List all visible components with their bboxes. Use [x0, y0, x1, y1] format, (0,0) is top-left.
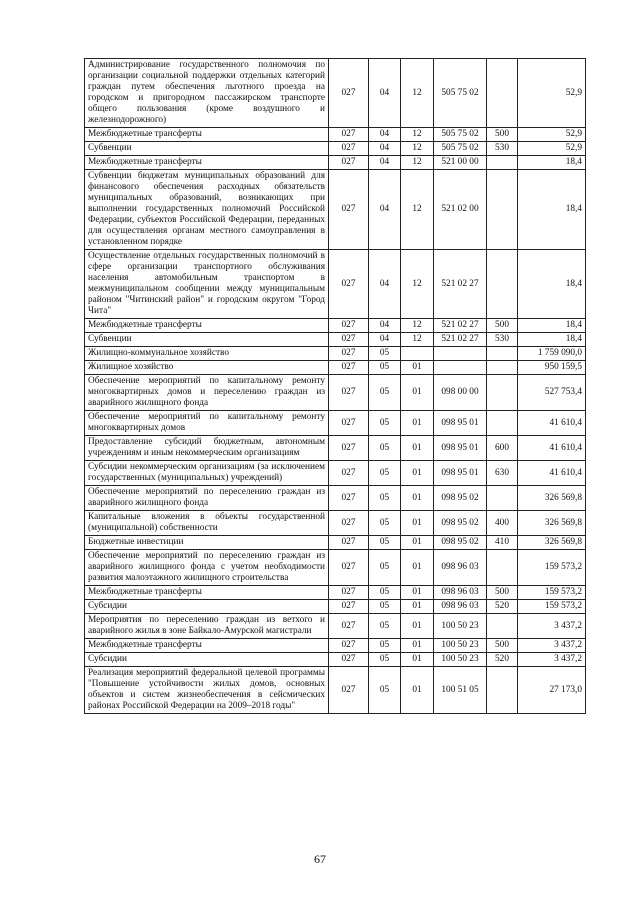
target-item-code-cell: 505 75 02 [434, 59, 487, 128]
subsection-code-cell: 01 [401, 586, 434, 600]
amount-cell: 159 573,2 [518, 550, 586, 586]
row-name-cell: Обеспечение мероприятий по переселению граждан из аварийного жилищного фонда с учетом необходимости развития малоэтажного жилищного строительства [85, 550, 329, 586]
expense-type-code-cell [487, 550, 518, 586]
subsection-code-cell: 01 [401, 600, 434, 614]
section-code-cell: 05 [369, 653, 401, 667]
expense-type-code-cell: 500 [487, 319, 518, 333]
target-item-code-cell [434, 361, 487, 375]
ministry-code-cell: 027 [329, 586, 369, 600]
target-item-code-cell: 521 02 27 [434, 333, 487, 347]
amount-cell: 18,4 [518, 250, 586, 319]
subsection-code-cell: 12 [401, 156, 434, 170]
expense-type-code-cell [487, 486, 518, 511]
subsection-code-cell: 01 [401, 653, 434, 667]
target-item-code-cell: 098 95 02 [434, 486, 487, 511]
ministry-code-cell: 027 [329, 59, 369, 128]
target-item-code-cell: 100 50 23 [434, 639, 487, 653]
ministry-code-cell: 027 [329, 156, 369, 170]
subsection-code-cell: 01 [401, 486, 434, 511]
table-row [85, 361, 586, 375]
target-item-code-cell: 505 75 02 [434, 142, 487, 156]
expense-type-code-cell [487, 411, 518, 436]
table-row [85, 170, 586, 250]
section-code-cell: 05 [369, 347, 401, 361]
row-name-cell: Субсидии [85, 600, 329, 614]
subsection-code-cell [401, 347, 434, 361]
section-code-cell: 04 [369, 142, 401, 156]
expense-type-code-cell [487, 170, 518, 250]
expense-type-code-cell: 520 [487, 600, 518, 614]
section-code-cell: 04 [369, 170, 401, 250]
target-item-code-cell: 100 51 05 [434, 667, 487, 714]
target-item-code-cell: 505 75 02 [434, 128, 487, 142]
section-code-cell: 05 [369, 667, 401, 714]
target-item-code-cell: 098 95 01 [434, 436, 487, 461]
subsection-code-cell: 12 [401, 59, 434, 128]
target-item-code-cell: 521 00 00 [434, 156, 487, 170]
ministry-code-cell: 027 [329, 436, 369, 461]
amount-cell: 527 753,4 [518, 375, 586, 411]
expense-type-code-cell: 530 [487, 142, 518, 156]
expense-type-code-cell [487, 361, 518, 375]
target-item-code-cell: 521 02 00 [434, 170, 487, 250]
amount-cell: 18,4 [518, 333, 586, 347]
table-row [85, 667, 586, 714]
expense-type-code-cell: 410 [487, 536, 518, 550]
section-code-cell: 04 [369, 250, 401, 319]
section-code-cell: 04 [369, 333, 401, 347]
target-item-code-cell: 100 50 23 [434, 614, 487, 639]
subsection-code-cell: 01 [401, 361, 434, 375]
target-item-code-cell: 098 00 00 [434, 375, 487, 411]
subsection-code-cell: 01 [401, 667, 434, 714]
expense-type-code-cell [487, 667, 518, 714]
expense-type-code-cell: 400 [487, 511, 518, 536]
amount-cell: 3 437,2 [518, 653, 586, 667]
ministry-code-cell: 027 [329, 511, 369, 536]
row-name-cell: Жилищно-коммунальное хозяйство [85, 347, 329, 361]
row-name-cell: Обеспечение мероприятий по капитальному ремонту многоквартирных домов и переселению граждан из аварийного жилищного фонда [85, 375, 329, 411]
section-code-cell: 04 [369, 59, 401, 128]
ministry-code-cell: 027 [329, 170, 369, 250]
subsection-code-cell: 01 [401, 614, 434, 639]
table-row [85, 333, 586, 347]
row-name-cell: Субвенции бюджетам муниципальных образований для финансового обеспечения расходных обязательств муниципальных образований, возникающих при выполнении государственных полномочий Российской Федерации, субъектов Российской Федерации, переданных для осуществления органам местного самоуправления в установленном порядке [85, 170, 329, 250]
ministry-code-cell: 027 [329, 411, 369, 436]
section-code-cell: 05 [369, 550, 401, 586]
subsection-code-cell: 12 [401, 170, 434, 250]
ministry-code-cell: 027 [329, 128, 369, 142]
section-code-cell: 04 [369, 156, 401, 170]
ministry-code-cell: 027 [329, 614, 369, 639]
row-name-cell: Межбюджетные трансферты [85, 156, 329, 170]
ministry-code-cell: 027 [329, 361, 369, 375]
amount-cell: 52,9 [518, 59, 586, 128]
amount-cell: 18,4 [518, 319, 586, 333]
ministry-code-cell: 027 [329, 667, 369, 714]
target-item-code-cell: 098 95 01 [434, 411, 487, 436]
amount-cell: 41 610,4 [518, 436, 586, 461]
ministry-code-cell: 027 [329, 536, 369, 550]
expense-type-code-cell [487, 347, 518, 361]
amount-cell: 52,9 [518, 142, 586, 156]
table-row [85, 614, 586, 639]
ministry-code-cell: 027 [329, 639, 369, 653]
amount-cell: 52,9 [518, 128, 586, 142]
expense-type-code-cell: 520 [487, 653, 518, 667]
table-row [85, 653, 586, 667]
row-name-cell: Реализация мероприятий федеральной целевой программы "Повышение устойчивости жилых домов, основных объектов и систем жизнеобеспечения в сейсмических районах Российской Федерации на 2009–2018 годы" [85, 667, 329, 714]
amount-cell: 18,4 [518, 156, 586, 170]
ministry-code-cell: 027 [329, 550, 369, 586]
section-code-cell: 05 [369, 586, 401, 600]
row-name-cell: Межбюджетные трансферты [85, 586, 329, 600]
ministry-code-cell: 027 [329, 333, 369, 347]
row-name-cell: Обеспечение мероприятий по переселению граждан из аварийного жилищного фонда [85, 486, 329, 511]
target-item-code-cell: 098 96 03 [434, 600, 487, 614]
table-row [85, 347, 586, 361]
ministry-code-cell: 027 [329, 600, 369, 614]
table-row [85, 511, 586, 536]
table-row [85, 436, 586, 461]
table-row [85, 550, 586, 586]
ministry-code-cell: 027 [329, 375, 369, 411]
amount-cell: 326 569,8 [518, 511, 586, 536]
section-code-cell: 05 [369, 639, 401, 653]
row-name-cell: Межбюджетные трансферты [85, 319, 329, 333]
table-row [85, 536, 586, 550]
target-item-code-cell: 098 95 01 [434, 461, 487, 486]
section-code-cell: 05 [369, 614, 401, 639]
subsection-code-cell: 12 [401, 333, 434, 347]
expense-type-code-cell [487, 59, 518, 128]
budget-table [84, 58, 586, 714]
table-row [85, 319, 586, 333]
table-row [85, 461, 586, 486]
table-row [85, 156, 586, 170]
table-row [85, 486, 586, 511]
amount-cell: 159 573,2 [518, 586, 586, 600]
amount-cell: 3 437,2 [518, 639, 586, 653]
target-item-code-cell: 098 96 03 [434, 550, 487, 586]
row-name-cell: Бюджетные инвестиции [85, 536, 329, 550]
subsection-code-cell: 01 [401, 411, 434, 436]
expense-type-code-cell: 500 [487, 586, 518, 600]
section-code-cell: 04 [369, 319, 401, 333]
row-name-cell: Субвенции [85, 142, 329, 156]
amount-cell: 3 437,2 [518, 614, 586, 639]
section-code-cell: 05 [369, 361, 401, 375]
row-name-cell: Субсидии некоммерческим организациям (за исключением государственных (муниципальных) учреждений) [85, 461, 329, 486]
row-name-cell: Субвенции [85, 333, 329, 347]
page-number: 67 [314, 852, 326, 866]
subsection-code-cell: 01 [401, 536, 434, 550]
section-code-cell: 04 [369, 128, 401, 142]
target-item-code-cell: 521 02 27 [434, 250, 487, 319]
subsection-code-cell: 01 [401, 639, 434, 653]
table-row [85, 250, 586, 319]
section-code-cell: 05 [369, 411, 401, 436]
subsection-code-cell: 01 [401, 511, 434, 536]
table-row [85, 639, 586, 653]
amount-cell: 159 573,2 [518, 600, 586, 614]
subsection-code-cell: 12 [401, 319, 434, 333]
section-code-cell: 05 [369, 511, 401, 536]
ministry-code-cell: 027 [329, 347, 369, 361]
section-code-cell: 05 [369, 436, 401, 461]
subsection-code-cell: 01 [401, 436, 434, 461]
row-name-cell: Обеспечение мероприятий по капитальному ремонту многоквартирных домов [85, 411, 329, 436]
section-code-cell: 05 [369, 375, 401, 411]
amount-cell: 41 610,4 [518, 411, 586, 436]
section-code-cell: 05 [369, 600, 401, 614]
expense-type-code-cell [487, 375, 518, 411]
subsection-code-cell: 01 [401, 375, 434, 411]
expense-type-code-cell [487, 250, 518, 319]
amount-cell: 41 610,4 [518, 461, 586, 486]
amount-cell: 1 759 090,0 [518, 347, 586, 361]
expense-type-code-cell: 500 [487, 639, 518, 653]
section-code-cell: 05 [369, 486, 401, 511]
ministry-code-cell: 027 [329, 653, 369, 667]
target-item-code-cell: 098 95 02 [434, 511, 487, 536]
row-name-cell: Предоставление субсидий бюджетным, автономным учреждениям и иным некоммерческим организациям [85, 436, 329, 461]
row-name-cell: Администрирование государственного полномочия по организации социальной поддержки отдельных категорий граждан путем обеспечения льготного проезда на городском и пригородном пассажирском транспорте общего пользования (кроме воздушного и железнодорожного) [85, 59, 329, 128]
section-code-cell: 05 [369, 536, 401, 550]
table-row [85, 411, 586, 436]
target-item-code-cell: 521 02 27 [434, 319, 487, 333]
row-name-cell: Субсидии [85, 653, 329, 667]
expense-type-code-cell: 630 [487, 461, 518, 486]
table-row [85, 142, 586, 156]
subsection-code-cell: 12 [401, 250, 434, 319]
expense-type-code-cell [487, 614, 518, 639]
target-item-code-cell: 100 50 23 [434, 653, 487, 667]
subsection-code-cell: 12 [401, 142, 434, 156]
subsection-code-cell: 12 [401, 128, 434, 142]
target-item-code-cell [434, 347, 487, 361]
target-item-code-cell: 098 96 03 [434, 586, 487, 600]
row-name-cell: Капитальные вложения в объекты государственной (муниципальной) собственности [85, 511, 329, 536]
row-name-cell: Межбюджетные трансферты [85, 639, 329, 653]
amount-cell: 18,4 [518, 170, 586, 250]
ministry-code-cell: 027 [329, 461, 369, 486]
amount-cell: 27 173,0 [518, 667, 586, 714]
amount-cell: 326 569,8 [518, 536, 586, 550]
table-body [85, 59, 586, 714]
row-name-cell: Жилищное хозяйство [85, 361, 329, 375]
subsection-code-cell: 01 [401, 461, 434, 486]
row-name-cell: Осуществление отдельных государственных полномочий в сфере организации транспортного обслуживания населения автомобильным транспортом в межмуниципальном сообщении между муниципальным районом "Читинский район" и городским округом "Город Чита" [85, 250, 329, 319]
row-name-cell: Межбюджетные трансферты [85, 128, 329, 142]
subsection-code-cell: 01 [401, 550, 434, 586]
table-row [85, 586, 586, 600]
expense-type-code-cell: 600 [487, 436, 518, 461]
section-code-cell: 05 [369, 461, 401, 486]
ministry-code-cell: 027 [329, 142, 369, 156]
amount-cell: 326 569,8 [518, 486, 586, 511]
target-item-code-cell: 098 95 02 [434, 536, 487, 550]
amount-cell: 950 159,5 [518, 361, 586, 375]
table-row [85, 128, 586, 142]
table-row [85, 600, 586, 614]
ministry-code-cell: 027 [329, 250, 369, 319]
ministry-code-cell: 027 [329, 319, 369, 333]
expense-type-code-cell: 530 [487, 333, 518, 347]
table-row [85, 375, 586, 411]
table-row [85, 59, 586, 128]
ministry-code-cell: 027 [329, 486, 369, 511]
expense-type-code-cell [487, 156, 518, 170]
row-name-cell: Мероприятия по переселению граждан из ветхого и аварийного жилья в зоне Байкало-Амурской магистрали [85, 614, 329, 639]
expense-type-code-cell: 500 [487, 128, 518, 142]
